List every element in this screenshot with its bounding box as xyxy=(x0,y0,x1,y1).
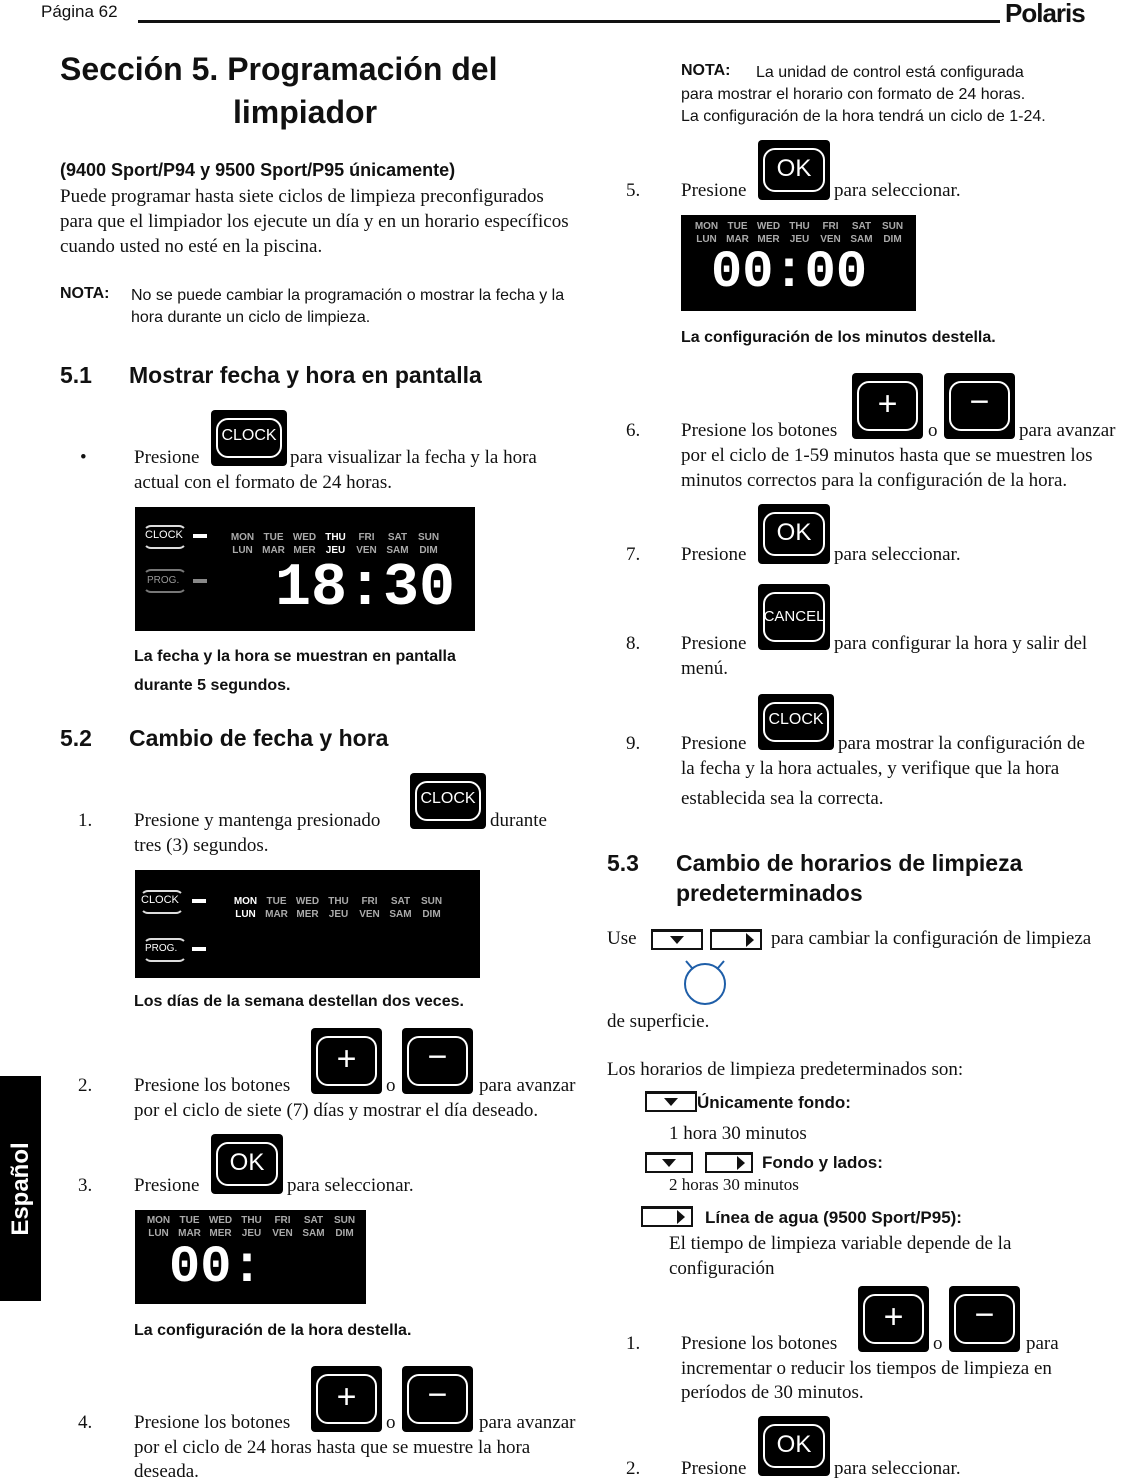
step9-pre: Presione xyxy=(681,733,747,754)
opt1-label: Únicamente fondo: xyxy=(697,1093,851,1112)
step6-post: para avanzar xyxy=(1019,420,1116,441)
bullet: • xyxy=(80,447,87,468)
s53-step1-line3: períodos de 30 minutos. xyxy=(681,1382,864,1403)
clock-indicator-label: CLOCK xyxy=(145,529,183,541)
caption-hour-flash: La configuración de la hora destella. xyxy=(134,1322,412,1339)
caption-minutes-flash: La configuración de los minutos destella. xyxy=(681,329,996,346)
section-5-2-number: 5.2 xyxy=(60,725,92,751)
right-note-line2: para mostrar el horario con formato de 24 horas. xyxy=(681,86,1026,103)
s52-step1-post: durante xyxy=(490,810,547,831)
step-number: 9. xyxy=(626,733,641,754)
s52-step2-pre: Presione los botones xyxy=(134,1075,291,1096)
minutes-digits: 00:00 xyxy=(711,243,868,302)
ok-button-icon: OK xyxy=(211,1134,283,1194)
or-text: o xyxy=(933,1333,943,1354)
s53-step2-post: para seleccionar. xyxy=(834,1458,961,1479)
section-5-3-number: 5.3 xyxy=(607,850,639,876)
weekday-row-en: MON TUE WED THU FRI SAT SUN xyxy=(146,1215,356,1226)
floor-mode-icon xyxy=(645,1091,697,1112)
section-5-2-title: Cambio de fecha y hora xyxy=(129,725,389,751)
section-title-line2: limpiador xyxy=(233,94,378,130)
intro-paragraph: Puede programar hasta siete ciclos de limpieza preconfigurados para que el limpiador los ejecute un día y en un horario específicos cuando usted no esté en la piscina. xyxy=(60,186,569,257)
wall-mode-icon xyxy=(641,1206,693,1227)
prog-indicator-label: PROG. xyxy=(147,575,180,586)
minus-button-icon: − xyxy=(402,1028,473,1094)
ok-button-icon: OK xyxy=(758,504,830,564)
opt2-label: Fondo y lados: xyxy=(762,1153,883,1172)
section-5-3-title-2: predeterminados xyxy=(676,880,863,906)
s52-step1-pre: Presione y mantenga presionado xyxy=(134,810,381,831)
s53-step2-pre: Presione xyxy=(681,1458,747,1479)
page-number: Página 62 xyxy=(41,2,118,21)
models-note: (9400 Sport/P94 y 9500 Sport/P95 únicamente) xyxy=(60,160,456,180)
right-note-line3: La configuración de la hora tendrá un ciclo de 1-24. xyxy=(681,108,1046,125)
floor-mode-icon xyxy=(645,1152,693,1173)
step-number: 7. xyxy=(626,544,641,565)
step-number: 3. xyxy=(78,1175,93,1196)
step6-line3: minutos correctos para la configuración de la hora. xyxy=(681,470,1068,491)
s53-step1-pre: Presione los botones xyxy=(681,1333,838,1354)
language-tab xyxy=(0,1076,41,1301)
s52-step4-post: para avanzar xyxy=(479,1412,576,1433)
step5-post: para seleccionar. xyxy=(834,180,961,201)
list-intro: Los horarios de limpieza predeterminados son: xyxy=(607,1059,964,1080)
section-title-line1: Sección 5. Programación del xyxy=(60,51,498,87)
step7-pre: Presione xyxy=(681,544,747,565)
s52-step2-line2: por el ciclo de siete (7) días y mostrar el día deseado. xyxy=(134,1100,539,1121)
step6-pre: Presione los botones xyxy=(681,420,838,441)
plus-button-icon: + xyxy=(311,1028,382,1094)
minutes-flash-display xyxy=(681,215,916,311)
or-text: o xyxy=(386,1075,396,1096)
step5-pre: Presione xyxy=(681,180,747,201)
s53-step1-post: para xyxy=(1026,1333,1059,1354)
right-note-line1: La unidad de control está configurada xyxy=(756,64,1024,81)
cancel-button-icon: CANCEL xyxy=(758,584,830,650)
s51-line2: actual con el formato de 24 horas. xyxy=(134,472,392,493)
caption-weekdays: Los días de la semana destellan dos veces. xyxy=(134,993,464,1010)
minus-button-icon: − xyxy=(949,1286,1020,1352)
or-text: o xyxy=(386,1412,396,1433)
weekday-flash-display xyxy=(135,870,480,978)
step6-line2: por el ciclo de 1-59 minutos hasta que se muestren los xyxy=(681,445,1093,466)
weekday-row-en: MON TUE WED THU FRI SAT SUN xyxy=(233,896,443,907)
step-number: 1. xyxy=(626,1333,641,1354)
opt1-time: 1 hora 30 minutos xyxy=(669,1123,807,1144)
opt2-time: 2 horas 30 minutos xyxy=(669,1175,799,1194)
use-line2: de superficie. xyxy=(607,1011,710,1032)
minus-button-icon: − xyxy=(402,1366,473,1432)
polaris-logo: Polaris xyxy=(1005,0,1085,28)
s52-step4-pre: Presione los botones xyxy=(134,1412,291,1433)
note-label: NOTA: xyxy=(60,285,110,302)
surface-cycle-icon xyxy=(682,958,730,1006)
hour-digits: 00: xyxy=(169,1238,263,1297)
weekday-row-fr: LUN MAR MER JEU VEN SAM DIM xyxy=(696,234,902,245)
weekday-row-fr: LUN MAR MER JEU VEN SAM DIM xyxy=(148,1228,354,1239)
time-digits: 18:30 xyxy=(275,555,456,623)
step7-post: para seleccionar. xyxy=(834,544,961,565)
header-rule xyxy=(138,20,1000,23)
step-number: 2. xyxy=(626,1458,641,1479)
clock-display xyxy=(135,507,475,631)
step-number: 8. xyxy=(626,633,641,654)
plus-button-icon: + xyxy=(852,373,923,439)
plus-button-icon: + xyxy=(311,1366,382,1432)
weekday-row-fr: LUN MAR MER JEU VEN SAM DIM xyxy=(232,545,438,556)
or-text: o xyxy=(928,420,938,441)
s52-step2-post: para avanzar xyxy=(479,1075,576,1096)
s51-pre: Presione xyxy=(134,447,200,468)
clock-indicator-label: CLOCK xyxy=(141,894,179,906)
weekday-row-en: MON TUE WED THU FRI SAT SUN xyxy=(230,532,440,543)
note-text: No se puede cambiar la programación o mostrar la fecha y la hora durante un ciclo de limpieza. xyxy=(131,287,565,326)
prog-indicator-label: PROG. xyxy=(145,943,178,954)
step-number: 1. xyxy=(78,810,93,831)
floor-mode-icon xyxy=(651,929,703,950)
wall-mode-icon xyxy=(705,1152,753,1173)
wall-mode-icon xyxy=(710,929,762,950)
s52-step1-line2: tres (3) segundos. xyxy=(134,835,269,856)
opt3-line2: configuración xyxy=(669,1258,775,1279)
step9-line3: establecida sea la correcta. xyxy=(681,788,884,809)
clock-button-icon: CLOCK xyxy=(410,773,486,829)
caption-datetime-2: durante 5 segundos. xyxy=(134,677,291,694)
s52-step3-post: para seleccionar. xyxy=(287,1175,414,1196)
section-5-1-number: 5.1 xyxy=(60,362,92,388)
clock-button-icon: CLOCK xyxy=(758,694,834,750)
s52-step3-pre: Presione xyxy=(134,1175,200,1196)
plus-button-icon: + xyxy=(858,1286,929,1352)
step-number: 4. xyxy=(78,1412,93,1433)
ok-button-icon: OK xyxy=(758,1416,830,1476)
section-5-1-title: Mostrar fecha y hora en pantalla xyxy=(129,362,482,388)
hour-flash-display xyxy=(135,1210,366,1304)
step8-line2: menú. xyxy=(681,658,728,679)
step-number: 2. xyxy=(78,1075,93,1096)
s53-step1-line2: incrementar o reducir los tiempos de limpieza en xyxy=(681,1358,1052,1379)
weekday-row-en: MON TUE WED THU FRI SAT SUN xyxy=(694,221,904,232)
clock-button-icon: CLOCK xyxy=(211,410,287,466)
opt3-line1: El tiempo de limpieza variable depende de la xyxy=(669,1233,1012,1254)
section-5-3-title-1: Cambio de horarios de limpieza xyxy=(676,850,1023,876)
use-text: Use xyxy=(607,928,637,949)
step9-line2: la fecha y la hora actuales, y verifique que la hora xyxy=(681,758,1060,779)
s52-step4-line3: deseada. xyxy=(134,1461,199,1482)
minus-button-icon: − xyxy=(944,373,1015,439)
ok-button-icon: OK xyxy=(758,140,830,200)
right-note-label: NOTA: xyxy=(681,62,731,79)
s52-step4-line2: por el ciclo de 24 horas hasta que se muestre la hora xyxy=(134,1437,531,1458)
use-post: para cambiar la configuración de limpieza xyxy=(771,928,1092,949)
step-number: 5. xyxy=(626,180,641,201)
step8-pre: Presione xyxy=(681,633,747,654)
step-number: 6. xyxy=(626,420,641,441)
opt3-label: Línea de agua (9500 Sport/P95): xyxy=(705,1208,962,1227)
caption-datetime-1: La fecha y la hora se muestran en pantalla xyxy=(134,648,456,665)
step8-post: para configurar la hora y salir del xyxy=(834,633,1088,654)
s51-post: para visualizar la fecha y la hora xyxy=(290,447,537,468)
step9-post: para mostrar la configuración de xyxy=(838,733,1085,754)
weekday-row-fr: LUN MAR MER JEU VEN SAM DIM xyxy=(235,909,441,920)
language-tab-label: Español xyxy=(6,1141,34,1236)
